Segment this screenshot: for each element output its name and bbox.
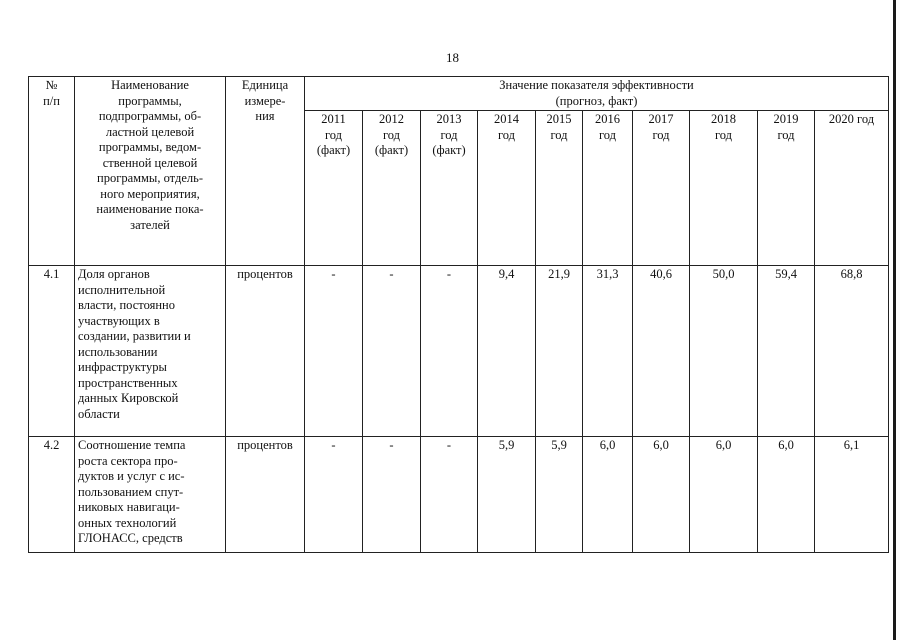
row-value: -: [363, 437, 421, 553]
page-number: 18: [446, 50, 459, 65]
row-value: 5,9: [478, 437, 536, 553]
row-value: 6,1: [815, 437, 889, 553]
row-unit: процентов: [226, 266, 305, 437]
row-unit: процентов: [226, 437, 305, 553]
header-num: № п/п: [29, 77, 75, 266]
header-year: 2019 год: [758, 111, 815, 266]
row-value: 6,0: [758, 437, 815, 553]
header-unit: Единица измере- ния: [226, 77, 305, 266]
header-year: 2020 год: [815, 111, 889, 266]
table-header-row: [29, 77, 889, 111]
header-year: 2015 год: [536, 111, 583, 266]
indicators-table: [28, 76, 889, 553]
header-year: 2018 год: [690, 111, 758, 266]
row-num: 4.2: [29, 437, 75, 553]
row-value: 50,0: [690, 266, 758, 437]
header-values: Значение показателя эффективности (прогноз, факт): [305, 77, 889, 111]
row-value: 59,4: [758, 266, 815, 437]
row-name: Доля органов исполнительной власти, постоянно участвующих в создании, развитии и использовании инфраструктуры пространственных данных Кировской области: [75, 266, 226, 437]
header-year: 2012 год (факт): [363, 111, 421, 266]
row-value: 5,9: [536, 437, 583, 553]
row-value: -: [305, 437, 363, 553]
row-value: 6,0: [583, 437, 633, 553]
header-year: 2017 год: [633, 111, 690, 266]
table-row: [29, 266, 889, 437]
row-value: 6,0: [690, 437, 758, 553]
row-num: 4.1: [29, 266, 75, 437]
header-year: 2011 год (факт): [305, 111, 363, 266]
row-value: -: [363, 266, 421, 437]
row-value: 9,4: [478, 266, 536, 437]
row-value: -: [421, 437, 478, 553]
row-value: 21,9: [536, 266, 583, 437]
row-value: 68,8: [815, 266, 889, 437]
row-value: 40,6: [633, 266, 690, 437]
page-edge-line: [893, 0, 896, 640]
row-name: Соотношение темпа роста сектора про- дуктов и услуг с ис- пользованием спут- никовых навигаци- онных технологий ГЛОНАСС, средств: [75, 437, 226, 553]
row-value: -: [305, 266, 363, 437]
table-row: [29, 437, 889, 553]
row-value: -: [421, 266, 478, 437]
header-year: 2016 год: [583, 111, 633, 266]
header-year: 2013 год (факт): [421, 111, 478, 266]
header-name: Наименование программы, подпрограммы, об- ластной целевой программы, ведом- ственной целевой программы, отдель- ного мероприятия, наименование пока- зателей: [75, 77, 226, 266]
row-value: 6,0: [633, 437, 690, 553]
header-year: 2014 год: [478, 111, 536, 266]
row-value: 31,3: [583, 266, 633, 437]
